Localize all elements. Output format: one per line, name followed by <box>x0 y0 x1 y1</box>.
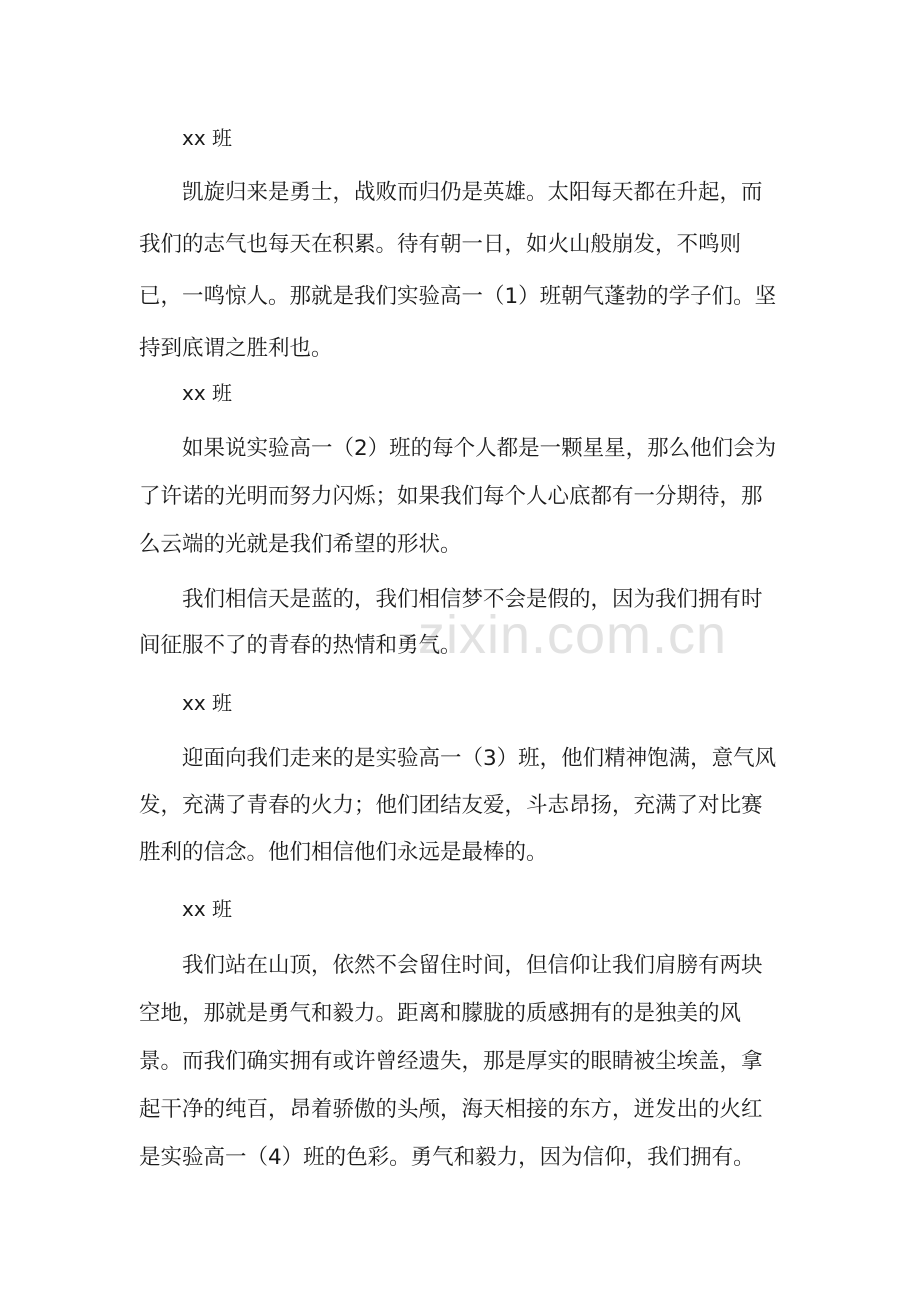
text-line: 我们的志气也每天在积累。待有朝一日，如火山般崩发，不鸣则 <box>139 232 742 257</box>
watermark: zixin.com.cn <box>418 605 728 665</box>
section-heading: xx 班 <box>182 126 233 150</box>
text-line: 凯旋归来是勇士，战败而归仍是英雄。太阳每天都在升起，而 <box>139 180 763 205</box>
text-line: 景。而我们确实拥有或许曾经遗失，那是厚实的眼睛被尘埃盖，拿 <box>139 1049 763 1074</box>
paragraph <box>139 167 799 375</box>
text-line: 是实验高一（4）班的色彩。勇气和毅力，因为信仰，我们拥有。 <box>139 1145 755 1170</box>
text-line: 如果说实验高一（2）班的每个人都是一颗星星，那么他们会为 <box>139 436 777 461</box>
text-line: 胜利的信念。他们相信他们永远是最棒的。 <box>139 840 548 865</box>
paragraph <box>139 735 799 876</box>
text-line: 迎面向我们走来的是实验高一（3）班，他们精神饱满，意气风 <box>139 746 777 771</box>
text-line: 起干净的纯百，昂着骄傲的头颅，海天相接的东方，迸发出的火红 <box>139 1097 763 1122</box>
text-line: 了许诺的光明而努力闪烁；如果我们每个人心底都有一分期待，那 <box>139 484 763 509</box>
text-line: 间征服不了的青春的热情和勇气。 <box>139 633 462 658</box>
text-line: 发，充满了青春的火力；他们团结友爱，斗志昂扬，充满了对比赛 <box>139 793 763 818</box>
text-line: 我们相信天是蓝的，我们相信梦不会是假的，因为我们拥有时 <box>139 587 763 612</box>
section-heading: xx 班 <box>182 897 233 921</box>
paragraph <box>139 942 799 1182</box>
text-line: 已，一鸣惊人。那就是我们实验高一（1）班朝气蓬勃的学子们。坚 <box>139 284 777 309</box>
text-line: 我们站在山顶，依然不会留住时间，但信仰让我们肩膀有两块 <box>139 953 763 978</box>
section-heading: xx 班 <box>182 381 233 405</box>
paragraph <box>139 425 799 569</box>
paragraph <box>139 577 799 669</box>
text-line: 空地，那就是勇气和毅力。距离和朦胧的质感拥有的是独美的风 <box>139 1001 742 1026</box>
text-line: 持到底谓之胜利也。 <box>139 336 333 361</box>
text-line: 么云端的光就是我们希望的形状。 <box>139 532 462 557</box>
section-heading: xx 班 <box>182 691 233 715</box>
